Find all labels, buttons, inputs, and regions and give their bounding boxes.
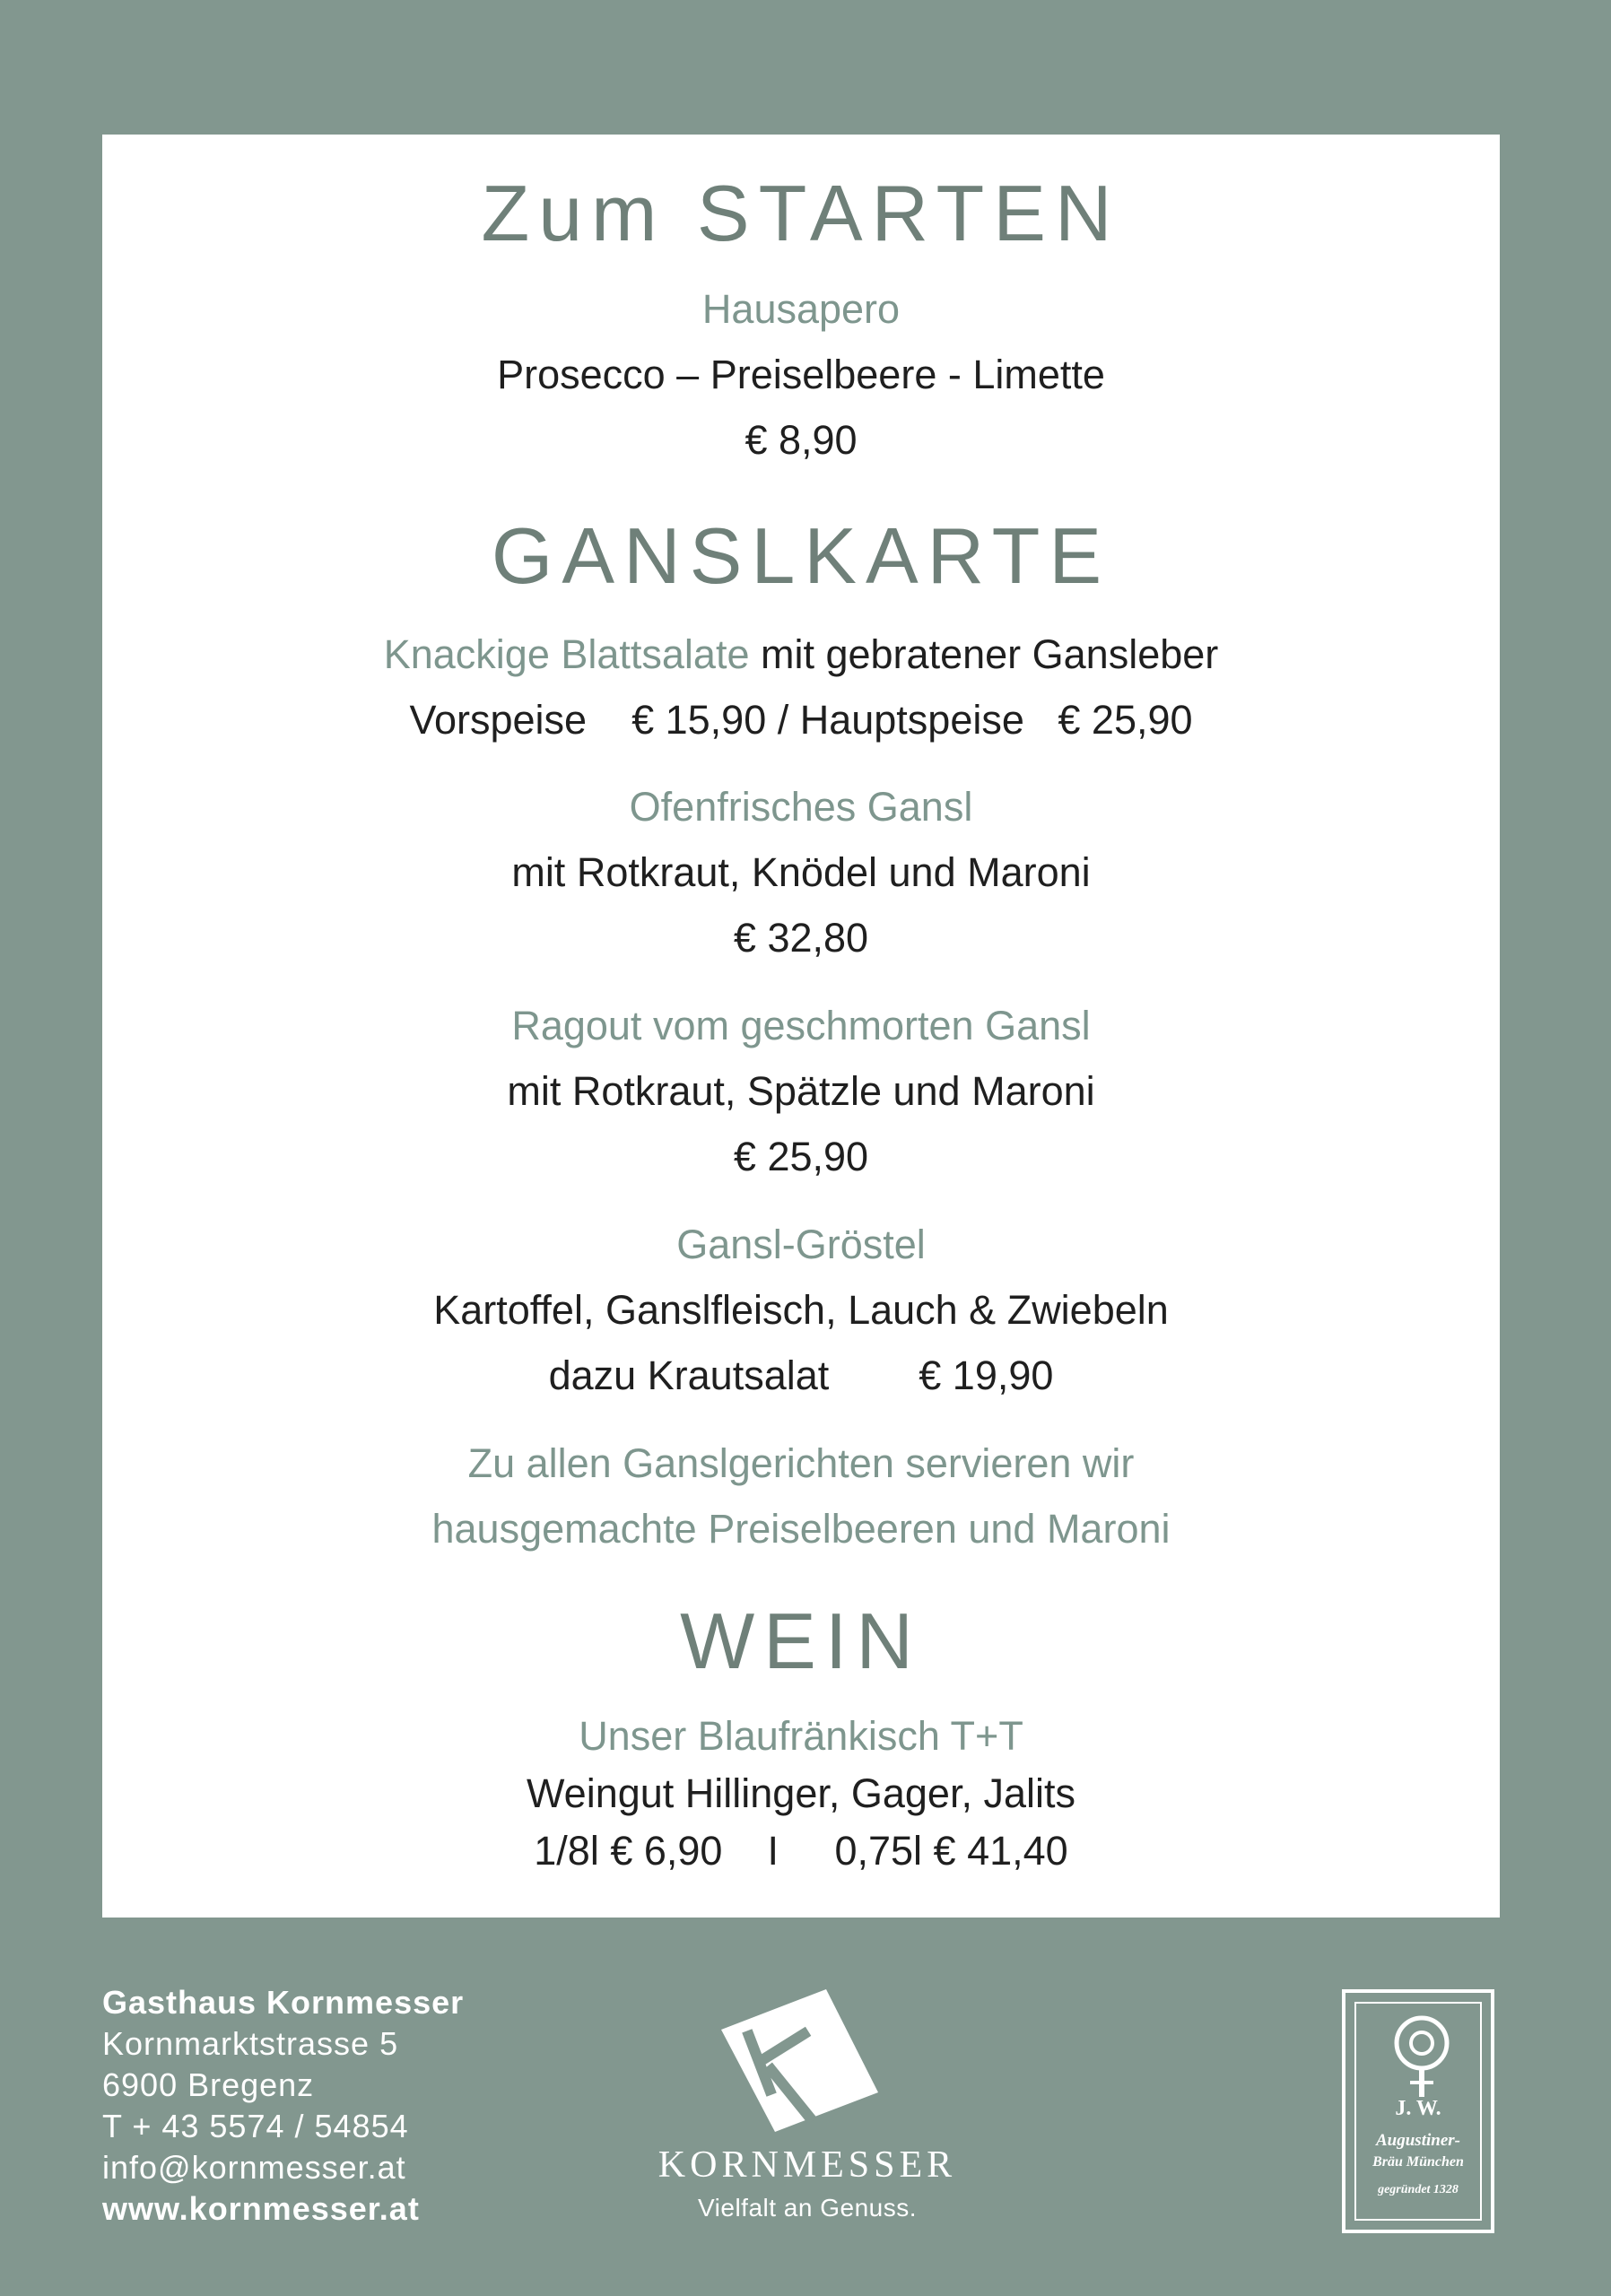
wine-prices: 1/8l € 6,90 I 0,75l € 41,40: [534, 1828, 1068, 1874]
aperitif-description: Prosecco – Preiselbeere - Limette: [497, 352, 1105, 397]
salad-prices: Vorspeise € 15,90 / Hauptspeise € 25,90: [409, 697, 1193, 743]
augustiner-stamp-logo: [1342, 1989, 1494, 2233]
starter-title: Zum STARTEN: [481, 169, 1121, 257]
crozier-icon: [1356, 2009, 1487, 2099]
groestel-price: dazu Krautsalat € 19,90: [548, 1352, 1054, 1398]
website-link[interactable]: www.kornmesser.at: [102, 2190, 420, 2227]
roast-goose-price: € 32,80: [733, 915, 869, 961]
phone-number: T + 43 5574 / 54854: [102, 2108, 409, 2144]
kornmesser-logo: [628, 1982, 987, 2233]
street-address: Kornmarktstrasse 5: [102, 2025, 399, 2062]
side-note-line-2: hausgemachte Preiselbeeren und Maroni: [431, 1506, 1171, 1552]
wine-producer: Weingut Hillinger, Gager, Jalits: [527, 1770, 1075, 1816]
aperitif-price: € 8,90: [745, 417, 858, 463]
stamp-city: Bräu München: [1372, 2154, 1464, 2170]
aperitif-name: Hausapero: [701, 286, 901, 332]
stamp-founded: gegründet 1328: [1378, 2183, 1459, 2196]
salad-description: mit gebratener Gansleber: [749, 631, 1219, 677]
ragout-name: Ragout vom geschmorten Gansl: [511, 1003, 1091, 1048]
logo-tagline: Vielfalt an Genuss.: [697, 2194, 917, 2222]
logo-wordmark: KORNMESSER: [657, 2144, 957, 2186]
menu-card: [102, 135, 1500, 1918]
email-link[interactable]: info@kornmesser.at: [102, 2149, 406, 2186]
stamp-initials: J. W.: [1395, 2097, 1441, 2120]
roast-goose-description: mit Rotkraut, Knödel und Maroni: [511, 849, 1091, 895]
wine-name: Unser Blaufränkisch T+T: [579, 1713, 1023, 1759]
restaurant-name: Gasthaus Kornmesser: [102, 1984, 465, 2021]
stamp-frame: [1354, 2002, 1482, 2221]
ragout-description: mit Rotkraut, Spätzle und Maroni: [507, 1068, 1095, 1114]
stamp-brand: Augustiner-: [1376, 2131, 1460, 2150]
city-address: 6900 Bregenz: [102, 2066, 315, 2103]
roast-goose-name: Ofenfrisches Gansl: [629, 784, 973, 830]
wine-title: WEIN: [680, 1596, 922, 1685]
kornmesser-logo-icon: [628, 1982, 987, 2161]
salad-line: [102, 628, 1500, 682]
goose-menu-title: GANSLKARTE: [491, 511, 1111, 600]
groestel-description: Kartoffel, Ganslfleisch, Lauch & Zwiebeln: [433, 1287, 1169, 1333]
side-note-line-1: Zu allen Ganslgerichten servieren wir: [467, 1440, 1135, 1486]
ragout-price: € 25,90: [733, 1134, 869, 1179]
salad-name: Knackige Blattsalate: [383, 631, 750, 677]
groestel-name: Gansl-Gröstel: [676, 1222, 926, 1267]
